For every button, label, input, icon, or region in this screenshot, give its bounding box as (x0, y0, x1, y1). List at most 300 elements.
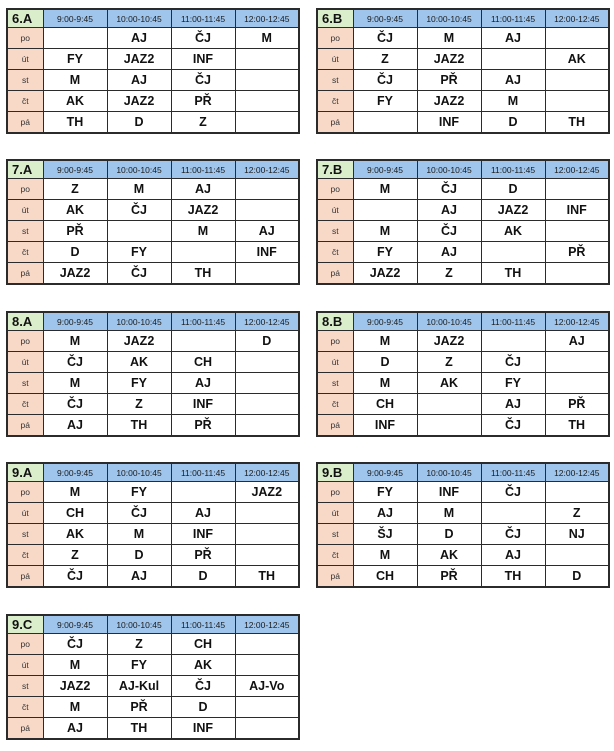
day-label: st (7, 676, 43, 697)
subject-cell (235, 373, 299, 394)
subject-cell: JAZ2 (107, 49, 171, 70)
day-label: čt (317, 242, 353, 263)
subject-cell: AJ (107, 566, 171, 588)
day-label: st (317, 373, 353, 394)
subject-cell: ČJ (171, 676, 235, 697)
class-label: 7.A (7, 160, 43, 179)
subject-cell: PŘ (417, 70, 481, 91)
subject-cell: D (545, 566, 609, 588)
subject-cell: ČJ (481, 482, 545, 503)
subject-cell: JAZ2 (171, 200, 235, 221)
time-slot-header: 11:00-11:45 (171, 463, 235, 482)
subject-cell: AK (171, 655, 235, 676)
day-row (7, 676, 299, 697)
subject-cell: INF (171, 49, 235, 70)
day-row (7, 524, 299, 545)
day-row (317, 221, 609, 242)
day-label: po (7, 28, 43, 49)
subject-cell (235, 415, 299, 437)
subject-cell (545, 352, 609, 373)
schedule-table-6b (316, 8, 610, 134)
subject-cell: FY (481, 373, 545, 394)
day-row (317, 263, 609, 285)
subject-cell: INF (171, 524, 235, 545)
subject-cell: AJ (417, 200, 481, 221)
subject-cell: FY (353, 482, 417, 503)
subject-cell: ČJ (43, 566, 107, 588)
day-label: út (317, 200, 353, 221)
time-slot-header: 12:00-12:45 (235, 615, 299, 634)
subject-cell: INF (235, 242, 299, 263)
day-row (7, 242, 299, 263)
subject-cell: ČJ (353, 28, 417, 49)
subject-cell: FY (107, 242, 171, 263)
day-label: út (7, 352, 43, 373)
subject-cell: Z (171, 112, 235, 134)
day-row (7, 482, 299, 503)
subject-cell: PŘ (545, 394, 609, 415)
day-label: út (7, 655, 43, 676)
subject-cell: FY (43, 49, 107, 70)
day-label: pá (7, 263, 43, 285)
day-label: út (7, 200, 43, 221)
time-slot-header: 11:00-11:45 (171, 312, 235, 331)
day-row (7, 49, 299, 70)
subject-cell (353, 112, 417, 134)
day-label: st (317, 524, 353, 545)
subject-cell: CH (171, 634, 235, 655)
subject-cell: JAZ2 (43, 263, 107, 285)
subject-cell: ČJ (43, 352, 107, 373)
subject-cell: AJ (481, 545, 545, 566)
day-row (317, 566, 609, 588)
subject-cell: JAZ2 (417, 49, 481, 70)
class-label: 6.A (7, 9, 43, 28)
time-slot-header: 9:00-9:45 (353, 160, 417, 179)
subject-cell: AJ-Kul (107, 676, 171, 697)
day-label: čt (7, 394, 43, 415)
time-slot-header: 10:00-10:45 (417, 463, 481, 482)
subject-cell (235, 697, 299, 718)
schedule-table-8a (6, 311, 300, 437)
subject-cell: TH (481, 566, 545, 588)
subject-cell (107, 221, 171, 242)
subject-cell: AJ (43, 718, 107, 740)
subject-cell (235, 394, 299, 415)
subject-cell: ČJ (353, 70, 417, 91)
time-slot-header: 12:00-12:45 (235, 160, 299, 179)
day-label: pá (7, 415, 43, 437)
time-slot-header: 10:00-10:45 (417, 312, 481, 331)
subject-cell: AK (545, 49, 609, 70)
day-row (317, 394, 609, 415)
time-slot-header: 12:00-12:45 (545, 312, 609, 331)
day-row (7, 352, 299, 373)
day-label: út (317, 503, 353, 524)
subject-cell: ČJ (481, 352, 545, 373)
time-slot-header: 11:00-11:45 (171, 9, 235, 28)
subject-cell: M (43, 482, 107, 503)
day-label: čt (7, 545, 43, 566)
schedule-table-9b (316, 462, 610, 588)
subject-cell: M (353, 373, 417, 394)
subject-cell (235, 655, 299, 676)
subject-cell: TH (107, 415, 171, 437)
subject-cell (417, 415, 481, 437)
subject-cell (545, 545, 609, 566)
subject-cell: M (417, 503, 481, 524)
subject-cell (235, 112, 299, 134)
class-label: 9.A (7, 463, 43, 482)
subject-cell: AJ (417, 242, 481, 263)
subject-cell (235, 179, 299, 200)
day-row (7, 415, 299, 437)
subject-cell: D (417, 524, 481, 545)
time-slot-header: 9:00-9:45 (43, 615, 107, 634)
subject-cell: M (43, 697, 107, 718)
subject-cell: JAZ2 (481, 200, 545, 221)
time-slot-header: 12:00-12:45 (235, 463, 299, 482)
subject-cell: Z (353, 49, 417, 70)
subject-cell: Z (43, 179, 107, 200)
subject-cell (545, 263, 609, 285)
day-row (317, 28, 609, 49)
day-row (317, 112, 609, 134)
subject-cell: TH (43, 112, 107, 134)
day-row (7, 221, 299, 242)
subject-cell: Z (107, 394, 171, 415)
subject-cell: M (353, 545, 417, 566)
time-slot-header: 10:00-10:45 (107, 312, 171, 331)
time-slot-header: 9:00-9:45 (43, 9, 107, 28)
subject-cell: INF (417, 112, 481, 134)
day-row (7, 566, 299, 588)
day-label: út (7, 503, 43, 524)
subject-cell: CH (171, 352, 235, 373)
schedule-table-6a (6, 8, 300, 134)
subject-cell (353, 200, 417, 221)
day-label: pá (317, 112, 353, 134)
subject-cell: ČJ (43, 634, 107, 655)
subject-cell: TH (545, 112, 609, 134)
subject-cell: AJ (171, 503, 235, 524)
subject-cell: AK (43, 91, 107, 112)
class-label: 6.B (317, 9, 353, 28)
time-slot-header: 10:00-10:45 (107, 9, 171, 28)
class-label: 9.C (7, 615, 43, 634)
subject-cell: AJ (43, 415, 107, 437)
subject-cell: JAZ2 (107, 331, 171, 352)
subject-cell: INF (417, 482, 481, 503)
day-label: čt (317, 91, 353, 112)
subject-cell: D (171, 697, 235, 718)
day-row (317, 524, 609, 545)
subject-cell: AJ (481, 28, 545, 49)
time-slot-header: 12:00-12:45 (235, 9, 299, 28)
time-slot-header: 11:00-11:45 (481, 160, 545, 179)
day-label: čt (7, 242, 43, 263)
subject-cell: FY (107, 655, 171, 676)
subject-cell (235, 200, 299, 221)
subject-cell: Z (43, 545, 107, 566)
subject-cell: JAZ2 (43, 676, 107, 697)
day-row (317, 415, 609, 437)
subject-cell (171, 242, 235, 263)
day-label: st (317, 221, 353, 242)
subject-cell: D (107, 112, 171, 134)
day-row (7, 91, 299, 112)
time-slot-header: 10:00-10:45 (107, 160, 171, 179)
day-row (317, 200, 609, 221)
subject-cell: M (43, 70, 107, 91)
subject-cell: FY (353, 242, 417, 263)
subject-cell (545, 373, 609, 394)
day-row (7, 263, 299, 285)
day-row (7, 331, 299, 352)
subject-cell: AK (107, 352, 171, 373)
subject-cell (481, 503, 545, 524)
class-label: 9.B (317, 463, 353, 482)
day-row (7, 503, 299, 524)
subject-cell (235, 634, 299, 655)
time-slot-header: 12:00-12:45 (545, 160, 609, 179)
day-label: st (317, 70, 353, 91)
schedule-table-8b (316, 311, 610, 437)
subject-cell (545, 70, 609, 91)
subject-cell: INF (171, 718, 235, 740)
subject-cell: AJ (107, 28, 171, 49)
subject-cell: ČJ (481, 524, 545, 545)
day-row (7, 373, 299, 394)
subject-cell: M (107, 524, 171, 545)
subject-cell: D (235, 331, 299, 352)
subject-cell: M (353, 331, 417, 352)
subject-cell: D (43, 242, 107, 263)
subject-cell: M (107, 179, 171, 200)
subject-cell: AK (481, 221, 545, 242)
day-label: čt (7, 697, 43, 718)
subject-cell: JAZ2 (235, 482, 299, 503)
day-label: po (7, 634, 43, 655)
time-slot-header: 12:00-12:45 (545, 9, 609, 28)
class-label: 8.B (317, 312, 353, 331)
subject-cell: TH (107, 718, 171, 740)
subject-cell: AK (417, 545, 481, 566)
subject-cell: ČJ (481, 415, 545, 437)
time-slot-header: 9:00-9:45 (353, 312, 417, 331)
time-slot-header: 12:00-12:45 (545, 463, 609, 482)
time-slot-header: 11:00-11:45 (171, 160, 235, 179)
schedule-table-7b (316, 159, 610, 285)
time-slot-header: 10:00-10:45 (107, 615, 171, 634)
subject-cell (235, 91, 299, 112)
subject-cell: ČJ (107, 200, 171, 221)
subject-cell: PŘ (417, 566, 481, 588)
day-label: út (317, 352, 353, 373)
day-label: po (317, 28, 353, 49)
subject-cell: CH (353, 394, 417, 415)
day-row (317, 545, 609, 566)
subject-cell: AJ (107, 70, 171, 91)
subject-cell: D (171, 566, 235, 588)
day-label: út (317, 49, 353, 70)
subject-cell: TH (545, 415, 609, 437)
subject-cell (235, 718, 299, 740)
subject-cell: AJ (481, 70, 545, 91)
time-slot-header: 9:00-9:45 (43, 463, 107, 482)
subject-cell (235, 524, 299, 545)
subject-cell: AJ (481, 394, 545, 415)
subject-cell: ČJ (417, 221, 481, 242)
subject-cell: PŘ (171, 545, 235, 566)
day-label: po (317, 331, 353, 352)
time-slot-header: 11:00-11:45 (481, 9, 545, 28)
day-label: st (7, 524, 43, 545)
subject-cell: AJ (171, 373, 235, 394)
subject-cell: JAZ2 (353, 263, 417, 285)
subject-cell: AJ-Vo (235, 676, 299, 697)
time-slot-header: 9:00-9:45 (353, 463, 417, 482)
day-row (7, 545, 299, 566)
class-label: 8.A (7, 312, 43, 331)
day-row (7, 697, 299, 718)
subject-cell (481, 242, 545, 263)
day-label: pá (317, 263, 353, 285)
subject-cell: INF (353, 415, 417, 437)
time-slot-header: 9:00-9:45 (353, 9, 417, 28)
day-label: po (7, 179, 43, 200)
subject-cell: FY (107, 482, 171, 503)
subject-cell: AJ (353, 503, 417, 524)
subject-cell: ČJ (107, 263, 171, 285)
subject-cell (235, 503, 299, 524)
subject-cell: M (353, 221, 417, 242)
day-row (317, 179, 609, 200)
subject-cell: PŘ (107, 697, 171, 718)
subject-cell: TH (171, 263, 235, 285)
day-row (7, 718, 299, 740)
subject-cell: M (43, 373, 107, 394)
subject-cell: CH (43, 503, 107, 524)
time-slot-header: 12:00-12:45 (235, 312, 299, 331)
day-row (317, 331, 609, 352)
subject-cell: CH (353, 566, 417, 588)
day-row (7, 28, 299, 49)
subject-cell: AK (43, 524, 107, 545)
day-label: st (7, 70, 43, 91)
day-row (7, 200, 299, 221)
subject-cell: Z (545, 503, 609, 524)
subject-cell (43, 28, 107, 49)
subject-cell (171, 482, 235, 503)
day-row (317, 49, 609, 70)
day-row (7, 112, 299, 134)
subject-cell: NJ (545, 524, 609, 545)
day-label: čt (317, 394, 353, 415)
subject-cell (545, 482, 609, 503)
subject-cell (545, 28, 609, 49)
subject-cell: Z (417, 263, 481, 285)
subject-cell (545, 179, 609, 200)
day-row (317, 503, 609, 524)
day-label: po (7, 482, 43, 503)
subject-cell: PŘ (171, 415, 235, 437)
day-label: pá (317, 566, 353, 588)
subject-cell (481, 331, 545, 352)
subject-cell: JAZ2 (417, 91, 481, 112)
subject-cell (417, 394, 481, 415)
day-row (317, 352, 609, 373)
subject-cell: PŘ (545, 242, 609, 263)
day-label: po (317, 179, 353, 200)
subject-cell: M (43, 655, 107, 676)
subject-cell: M (417, 28, 481, 49)
day-row (317, 70, 609, 91)
subject-cell: FY (353, 91, 417, 112)
subject-cell (235, 70, 299, 91)
subject-cell: M (43, 331, 107, 352)
day-label: st (7, 221, 43, 242)
day-row (7, 394, 299, 415)
subject-cell: PŘ (171, 91, 235, 112)
subject-cell: JAZ2 (417, 331, 481, 352)
subject-cell: AJ (545, 331, 609, 352)
day-row (7, 70, 299, 91)
subject-cell: M (353, 179, 417, 200)
time-slot-header: 9:00-9:45 (43, 160, 107, 179)
subject-cell: M (481, 91, 545, 112)
subject-cell: Z (417, 352, 481, 373)
subject-cell: ČJ (171, 70, 235, 91)
subject-cell: D (481, 112, 545, 134)
subject-cell: ŠJ (353, 524, 417, 545)
time-slot-header: 11:00-11:45 (481, 463, 545, 482)
subject-cell: JAZ2 (107, 91, 171, 112)
day-row (7, 179, 299, 200)
subject-cell: ČJ (43, 394, 107, 415)
subject-cell (235, 545, 299, 566)
time-slot-header: 9:00-9:45 (43, 312, 107, 331)
subject-cell: AJ (171, 179, 235, 200)
subject-cell: INF (545, 200, 609, 221)
schedule-table-9c (6, 614, 300, 740)
day-label: pá (7, 566, 43, 588)
subject-cell: ČJ (171, 28, 235, 49)
day-label: po (7, 331, 43, 352)
day-label: st (7, 373, 43, 394)
subject-cell: Z (107, 634, 171, 655)
subject-cell: M (235, 28, 299, 49)
time-slot-header: 10:00-10:45 (417, 160, 481, 179)
subject-cell: FY (107, 373, 171, 394)
subject-cell (235, 263, 299, 285)
day-row (317, 482, 609, 503)
subject-cell: M (171, 221, 235, 242)
subject-cell: AK (417, 373, 481, 394)
day-label: po (317, 482, 353, 503)
time-slot-header: 11:00-11:45 (171, 615, 235, 634)
schedule-table-9a (6, 462, 300, 588)
day-label: pá (317, 415, 353, 437)
time-slot-header: 11:00-11:45 (481, 312, 545, 331)
schedule-table-7a (6, 159, 300, 285)
subject-cell: INF (171, 394, 235, 415)
subject-cell (545, 91, 609, 112)
day-row (7, 655, 299, 676)
day-label: čt (317, 545, 353, 566)
day-label: pá (7, 718, 43, 740)
time-slot-header: 10:00-10:45 (417, 9, 481, 28)
